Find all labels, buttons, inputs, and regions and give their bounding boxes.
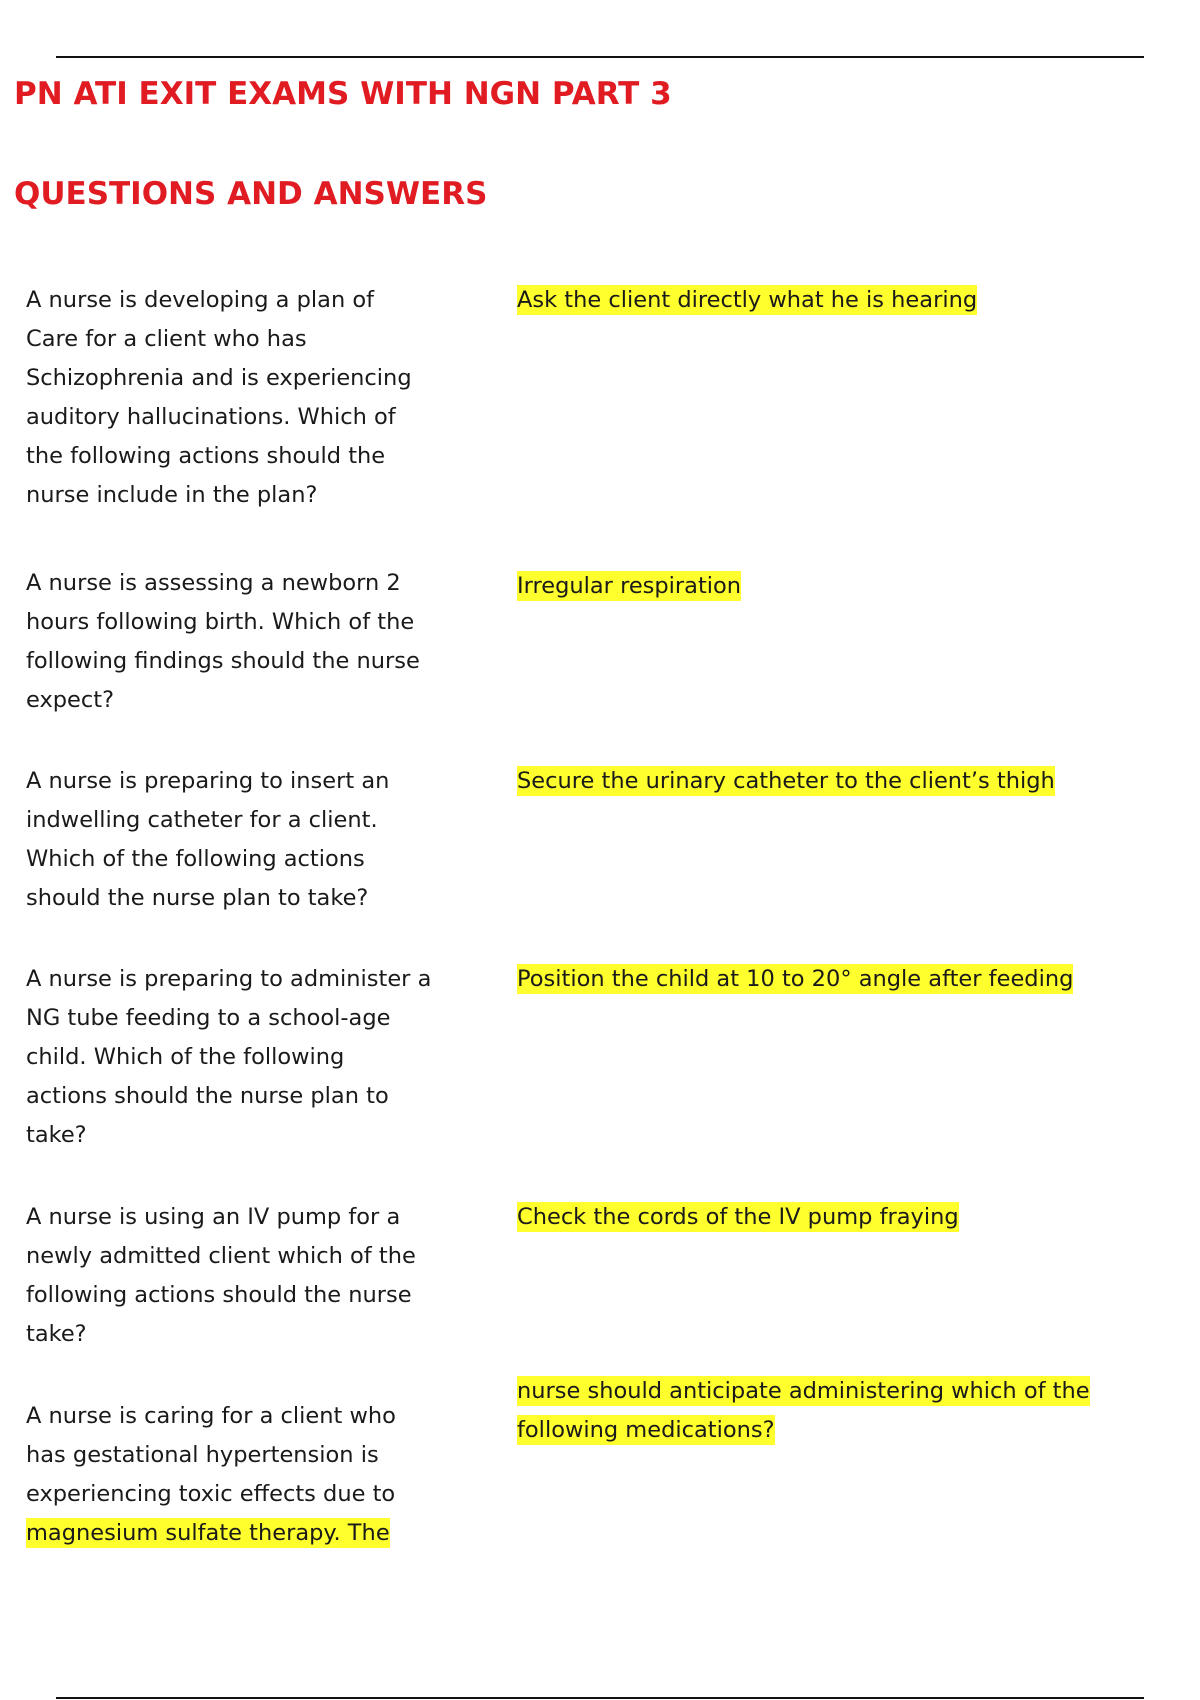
question-line: newly admitted client which of the <box>26 1243 416 1269</box>
question-line: A nurse is developing a plan of <box>26 287 375 313</box>
question-line-highlighted <box>26 1514 426 1553</box>
answer-highlight: Check the cords of the IV pump fraying <box>517 1204 959 1230</box>
question-3 <box>26 762 426 918</box>
answer-2 <box>517 567 1077 606</box>
question-line: take? <box>26 1122 87 1148</box>
question-line: hours following birth. Which of the <box>26 609 415 635</box>
question-line: NG tube feeding to a school-age <box>26 1005 391 1031</box>
question-highlight: magnesium sulfate therapy. The <box>26 1520 390 1546</box>
question-line: Which of the following actions <box>26 846 365 872</box>
answer-6 <box>517 1372 1090 1450</box>
question-line: indwelling catheter for a client. <box>26 807 378 833</box>
question-line: expect? <box>26 687 115 713</box>
question-line: A nurse is caring for a client who <box>26 1403 396 1429</box>
question-line: auditory hallucinations. Which of <box>26 404 396 430</box>
answer-highlight: Position the child at 10 to 20° angle after feeding <box>517 966 1074 992</box>
question-line: A nurse is using an IV pump for a <box>26 1204 401 1230</box>
question-line: A nurse is preparing to insert an <box>26 768 390 794</box>
answer-highlight: following medications? <box>517 1417 775 1443</box>
question-line: following actions should the nurse <box>26 1282 412 1308</box>
question-line: take? <box>26 1321 87 1347</box>
question-line: A nurse is preparing to administer a <box>26 966 432 992</box>
question-4 <box>26 960 432 1155</box>
question-line: Care for a client who has <box>26 326 307 352</box>
question-2 <box>26 564 426 720</box>
answer-1 <box>517 281 1077 320</box>
answer-line <box>517 1372 1090 1411</box>
answer-highlight: Ask the client directly what he is hearing <box>517 287 978 313</box>
answer-highlight: nurse should anticipate administering which of the <box>517 1378 1090 1404</box>
bottom-rule <box>56 1697 1144 1699</box>
page-title: PN ATI EXIT EXAMS WITH NGN PART 3 <box>14 76 672 112</box>
question-line: experiencing toxic effects due to <box>26 1481 396 1507</box>
question-6 <box>26 1397 426 1553</box>
question-line: the following actions should the <box>26 443 386 469</box>
answer-3 <box>517 762 1077 801</box>
answer-5 <box>517 1198 1077 1237</box>
question-line: nurse include in the plan? <box>26 482 318 508</box>
question-line: following findings should the nurse <box>26 648 420 674</box>
question-line: child. Which of the following <box>26 1044 345 1070</box>
page-subtitle: QUESTIONS AND ANSWERS <box>14 176 488 212</box>
answer-highlight: Secure the urinary catheter to the client’s thigh <box>517 768 1055 794</box>
question-line: should the nurse plan to take? <box>26 885 369 911</box>
question-line: A nurse is assessing a newborn 2 <box>26 570 401 596</box>
top-rule <box>56 56 1144 58</box>
answer-highlight: Irregular respiration <box>517 573 742 599</box>
question-5 <box>26 1198 426 1354</box>
answer-line <box>517 1411 1077 1450</box>
question-line: has gestational hypertension is <box>26 1442 379 1468</box>
question-line: actions should the nurse plan to <box>26 1083 389 1109</box>
question-1 <box>26 281 426 515</box>
answer-4 <box>517 960 1077 999</box>
question-line: Schizophrenia and is experiencing <box>26 365 412 391</box>
